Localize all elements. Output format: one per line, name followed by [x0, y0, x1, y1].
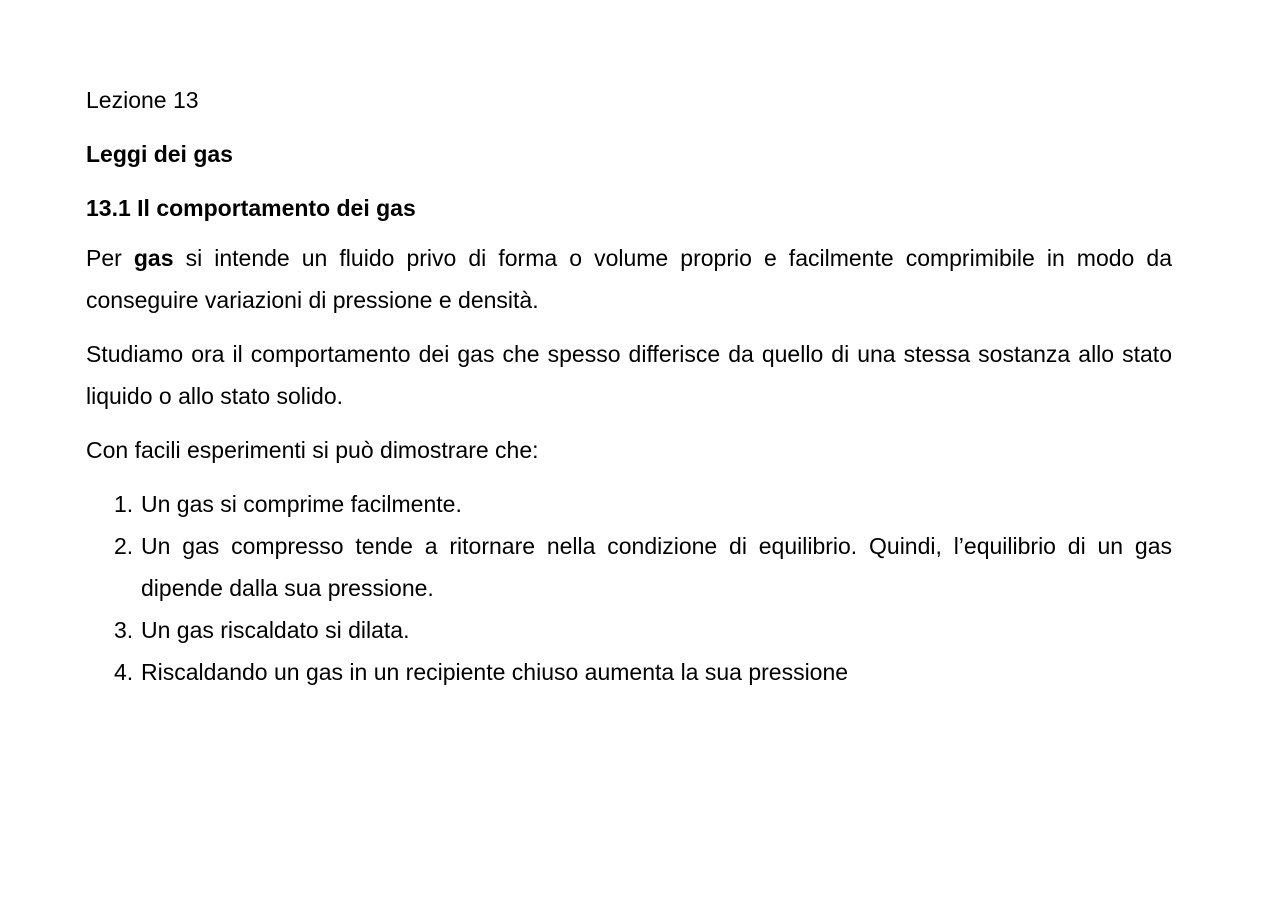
- lesson-label: Lezione 13: [86, 87, 199, 113]
- list-item-number: 4.: [114, 659, 134, 685]
- definition-term: gas: [133, 245, 174, 271]
- chapter-title: Leggi dei gas: [86, 141, 233, 167]
- list-item-number: 1.: [114, 491, 134, 517]
- list-item-text: Un gas compresso tende a ritornare nella condizione di equilibrio. Quindi, l’equilibrio di un gas dipende dalla sua pressione.: [141, 533, 1172, 601]
- document-page: [86, 84, 1172, 693]
- list-item-text: Un gas si comprime facilmente.: [141, 491, 462, 517]
- definition-paragraph: [86, 237, 1172, 321]
- list-item: [86, 651, 1172, 693]
- list-item-text: Riscaldando un gas in un recipiente chiuso aumenta la sua pressione: [141, 659, 849, 685]
- list-item: [86, 483, 1172, 525]
- definition-prefix: Per: [86, 245, 134, 271]
- list-item-number: 3.: [114, 617, 134, 643]
- definition-text: si intende un fluido privo di forma o volume proprio e facilmente comprimibile in modo da conseguire variazioni di pressione e densità.: [86, 245, 1172, 313]
- list-item-text: Un gas riscaldato si dilata.: [141, 617, 410, 643]
- intro-paragraph: Studiamo ora il comportamento dei gas che spesso differisce da quello di una stessa sostanza allo stato liquido o allo stato solido.: [86, 341, 1172, 409]
- list-item: [86, 609, 1172, 651]
- list-item: [86, 525, 1172, 609]
- experiments-list: [86, 483, 1172, 693]
- experiments-paragraph: Con facili esperimenti si può dimostrare che:: [86, 437, 539, 463]
- section-title: 13.1 Il comportamento dei gas: [86, 195, 416, 221]
- list-item-number: 2.: [114, 533, 134, 559]
